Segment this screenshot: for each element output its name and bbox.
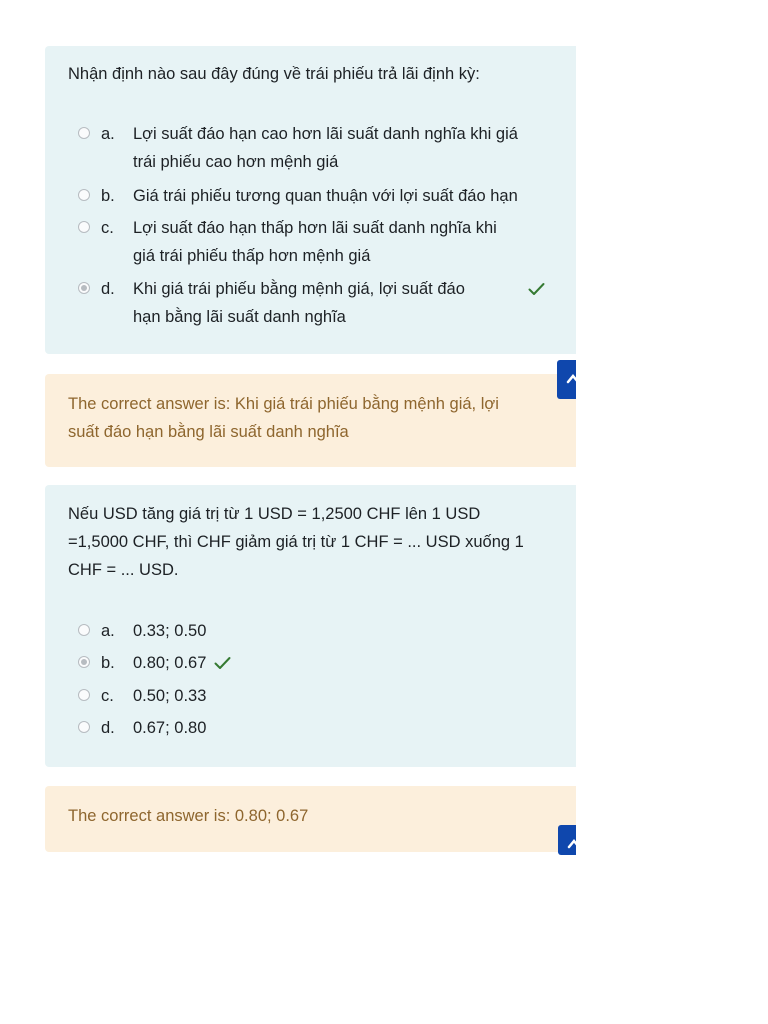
answer-text: 0.80; 0.67 <box>133 654 207 672</box>
radio-button[interactable] <box>78 624 90 636</box>
answer-letter: a. <box>101 622 115 640</box>
answer-letter: d. <box>101 280 115 298</box>
answer-text: Lợi suất đáo hạn thấp hơn lãi suất danh nghĩa khi giá trái phiếu thấp hơn mệnh giá <box>133 219 497 265</box>
answer-text: 0.33; 0.50 <box>133 622 207 640</box>
question-2-feedback <box>45 786 576 852</box>
radio-button[interactable] <box>78 721 90 733</box>
answer-letter: c. <box>101 687 114 705</box>
answer-text: 0.50; 0.33 <box>133 687 207 705</box>
radio-button[interactable] <box>78 221 90 233</box>
answer-text: Lợi suất đáo hạn cao hơn lãi suất danh nghĩa khi giá trái phiếu cao hơn mệnh giá <box>133 125 518 171</box>
question-2-text: Nếu USD tăng giá trị từ 1 USD = 1,2500 CHF lên 1 USD =1,5000 CHF, thì CHF giảm giá trị từ 1 CHF = ... USD xuống 1 CHF = ... USD. <box>68 505 524 579</box>
question-2-card <box>45 485 576 767</box>
scroll-top-button[interactable] <box>557 360 576 399</box>
radio-button[interactable] <box>78 189 90 201</box>
answer-letter: c. <box>101 219 114 237</box>
answer-letter: d. <box>101 719 115 737</box>
chevron-up-icon <box>566 837 576 853</box>
radio-button-selected[interactable] <box>78 282 90 294</box>
answer-text: 0.67; 0.80 <box>133 719 207 737</box>
radio-button[interactable] <box>78 127 90 139</box>
check-icon <box>214 656 231 670</box>
question-1-card <box>45 46 576 354</box>
answer-letter: b. <box>101 187 115 205</box>
correct-answer-text: The correct answer is: Khi giá trái phiếu bằng mệnh giá, lợi suất đáo hạn bằng lãi suất danh nghĩa <box>68 395 499 441</box>
question-1-text: Nhận định nào sau đây đúng về trái phiếu trả lãi định kỳ: <box>68 65 480 83</box>
radio-button-selected[interactable] <box>78 656 90 668</box>
question-1-feedback <box>45 374 576 467</box>
answer-text: Giá trái phiếu tương quan thuận với lợi suất đáo hạn <box>133 187 518 205</box>
chevron-up-icon <box>565 372 576 388</box>
scroll-top-button[interactable] <box>558 825 576 855</box>
answer-letter: a. <box>101 125 115 143</box>
answer-text: Khi giá trái phiếu bằng mệnh giá, lợi suất đáo hạn bằng lãi suất danh nghĩa <box>133 280 465 326</box>
check-icon <box>528 282 545 296</box>
radio-button[interactable] <box>78 689 90 701</box>
answer-letter: b. <box>101 654 115 672</box>
correct-answer-text: The correct answer is: 0.80; 0.67 <box>68 807 309 825</box>
